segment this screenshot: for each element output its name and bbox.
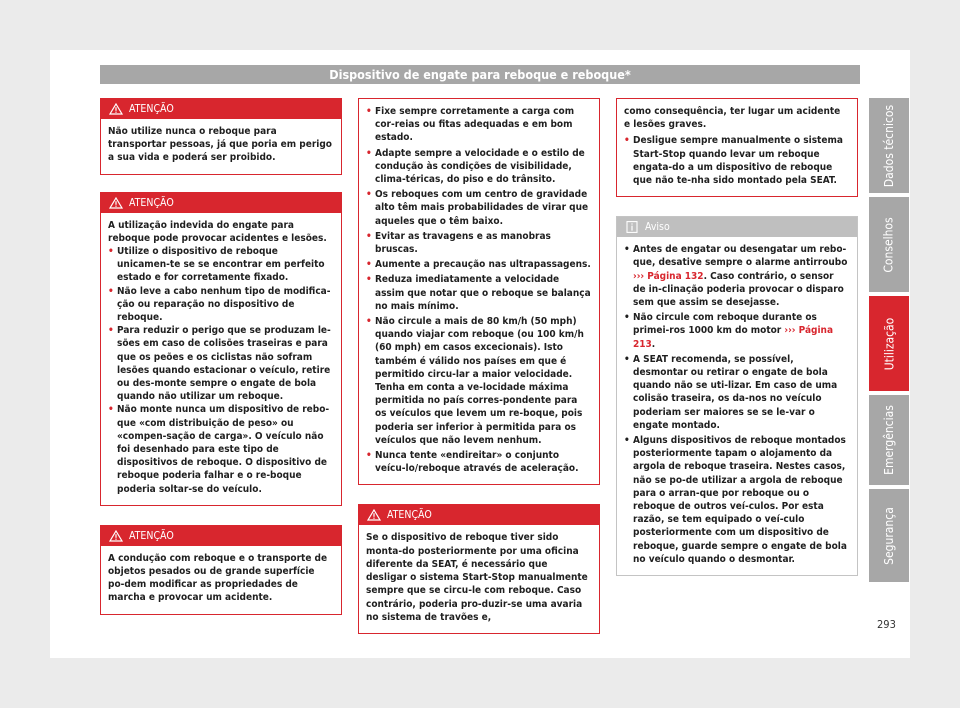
- warning-icon: [109, 103, 123, 115]
- warning-title: ATENÇÃO: [129, 103, 174, 115]
- list-item: • Para reduzir o perigo que se produzam le-sões em caso de colisões traseiras e para que os peões e os ciclistas não sofram lesões quando estacionar o veículo, retire ou des-monte sempre o engate de bola quando não utilizar um reboque.: [108, 325, 331, 403]
- warning-box: [100, 98, 342, 175]
- list-item: • Fixe sempre corretamente a carga com cor-reias ou fitas adequadas e em bom estado.: [366, 106, 575, 144]
- list-item: • Não circule a mais de 80 km/h (50 mph) quando viajar com reboque (ou 100 km/h (60 mph) em casos excecionais). Isto também é válido nos países em que é permitido circu-lar a maior velocidade. Tenha em conta a ve-locidade máxima permitida no país corres-pondente para os veículos que levem um re-boque, pois poderia ser inferior à permitida para os veículos que não levem nenhum.: [366, 316, 584, 446]
- warning-box: [358, 504, 600, 633]
- warning-continued-box: [616, 98, 858, 197]
- warning-icon: [109, 530, 123, 542]
- notice-title: Aviso: [645, 221, 670, 234]
- warning-text: Se o dispositivo de reboque tiver sido monta-do posteriormente por uma oficina diferente da SEAT, é necessário que desligar o sistema Start-Stop manualmente sempre que se circu-le com reboque. Caso contrário, poderia pro-duzir-se uma avaria no sistema de travões e,: [366, 532, 588, 623]
- tab-emergencias[interactable]: Emergências: [869, 395, 909, 485]
- warning-icon: [109, 197, 123, 209]
- column-2: [358, 98, 600, 648]
- warning-intro: A utilização indevida do engate para reboque pode provocar acidentes e lesões.: [108, 219, 327, 244]
- list-item: • Alguns dispositivos de reboque montados posteriormente tapam o alojamento da argola de reboque traseira. Nestes casos, não se po-de utilizar a argola de reboque para o arran-que por reboque ou o reboque de outros veí-culos. Por esta razão, se tem equipado o veí-culo posteriormente com um dispositivo de reboque, guarde sempre o engate de bola no veículo quando o desmontar.: [624, 435, 847, 565]
- page-link[interactable]: Página 213: [633, 325, 834, 350]
- tab-conselhos[interactable]: Conselhos: [869, 197, 909, 292]
- warning-text: Não utilize nunca o reboque para transportar pessoas, já que poria em perigo a sua vida e poderá ser proibido.: [108, 126, 332, 164]
- list-item: • Utilize o dispositivo de reboque unicamen-te se se encontrar em perfeito estado e for corretamente fixado.: [108, 246, 325, 284]
- notice-box: [616, 216, 858, 576]
- list-item: • Aumente a precaução nas ultrapassagens.: [366, 259, 591, 271]
- tab-dados-tecnicos[interactable]: Dados técnicos: [869, 98, 909, 193]
- column-3: [616, 98, 858, 590]
- warning-title: ATENÇÃO: [387, 509, 432, 522]
- page-header: Dispositivo de engate para reboque e reboque*: [100, 65, 860, 84]
- list-item: • Não monte nunca um dispositivo de rebo-que «com distribuição de peso» ou «compen-sação de carga». O veículo não foi desenhado para este tipo de dispositivos de reboque. O dispositivo de reboque poderia falhar e o re-boque poderia soltar-se do veículo.: [108, 404, 330, 495]
- page-link[interactable]: Página 132: [644, 270, 704, 282]
- warning-box: [100, 192, 342, 506]
- tab-utilizacao[interactable]: Utilização: [869, 296, 909, 391]
- page-link-arrow[interactable]: ›››: [784, 325, 796, 337]
- list-item: • Não circule com reboque durante os primei-ros 1000 km do motor ››› Página 213.: [624, 312, 834, 350]
- warning-title: ATENÇÃO: [129, 529, 174, 542]
- list-item: • Não leve a cabo nenhum tipo de modifica-ção ou reparação no dispositivo de reboque.: [108, 285, 331, 324]
- list-item: • Evitar as travagens e as manobras bruscas.: [366, 230, 551, 256]
- page-number: 293: [877, 618, 896, 631]
- info-icon: [625, 221, 639, 233]
- tab-seguranca[interactable]: Segurança: [869, 489, 909, 582]
- list-item: • Nunca tente «endireitar» o conjunto veícu-lo/reboque através de aceleração.: [366, 450, 579, 475]
- list-item: • Adapte sempre a velocidade e o estilo de condução às condições de visibilidade, clima-téricas, do piso e do trânsito.: [366, 147, 585, 186]
- list-item: • Antes de engatar ou desengatar um rebo-que, desative sempre o alarme antirroubo ››› Página 132. Caso contrário, o sensor de in-clinação poderia provocar o disparo sem que assim se desejasse.: [624, 244, 848, 309]
- list-item: • Os reboques com um centro de gravidade alto têm mais probabilidades de virar que aqueles que o têm baixo.: [366, 189, 589, 227]
- page-link-arrow[interactable]: ›››: [633, 270, 645, 282]
- list-item: • Desligue sempre manualmente o sistema Start-Stop quando levar um reboque engata-do a um dispositivo de reboque que não te-nha sido montado pela SEAT.: [624, 135, 843, 187]
- warning-icon: [367, 509, 381, 521]
- warning-text: A condução com reboque e o transporte de objetos pesados ou de grande superfície po-dem modificar as propriedades de marcha e provocar um acidente.: [108, 552, 328, 604]
- warning-text: como consequência, ter lugar um acidente e lesões graves.: [624, 106, 841, 131]
- list-item: • A SEAT recomenda, se possível, desmontar ou retirar o engate de bola quando não se uti-lizar. Em caso de uma colisão traseira, os da-nos no veículo poderiam ser maiores se se le-var o engate montado.: [624, 353, 838, 431]
- warning-box: [100, 525, 342, 615]
- list-item: • Reduza imediatamente a velocidade assim que notar que o reboque se balança no mais mínimo.: [366, 274, 591, 312]
- warning-continued-box: [358, 98, 600, 485]
- column-1: [100, 98, 342, 629]
- warning-title: ATENÇÃO: [129, 196, 174, 209]
